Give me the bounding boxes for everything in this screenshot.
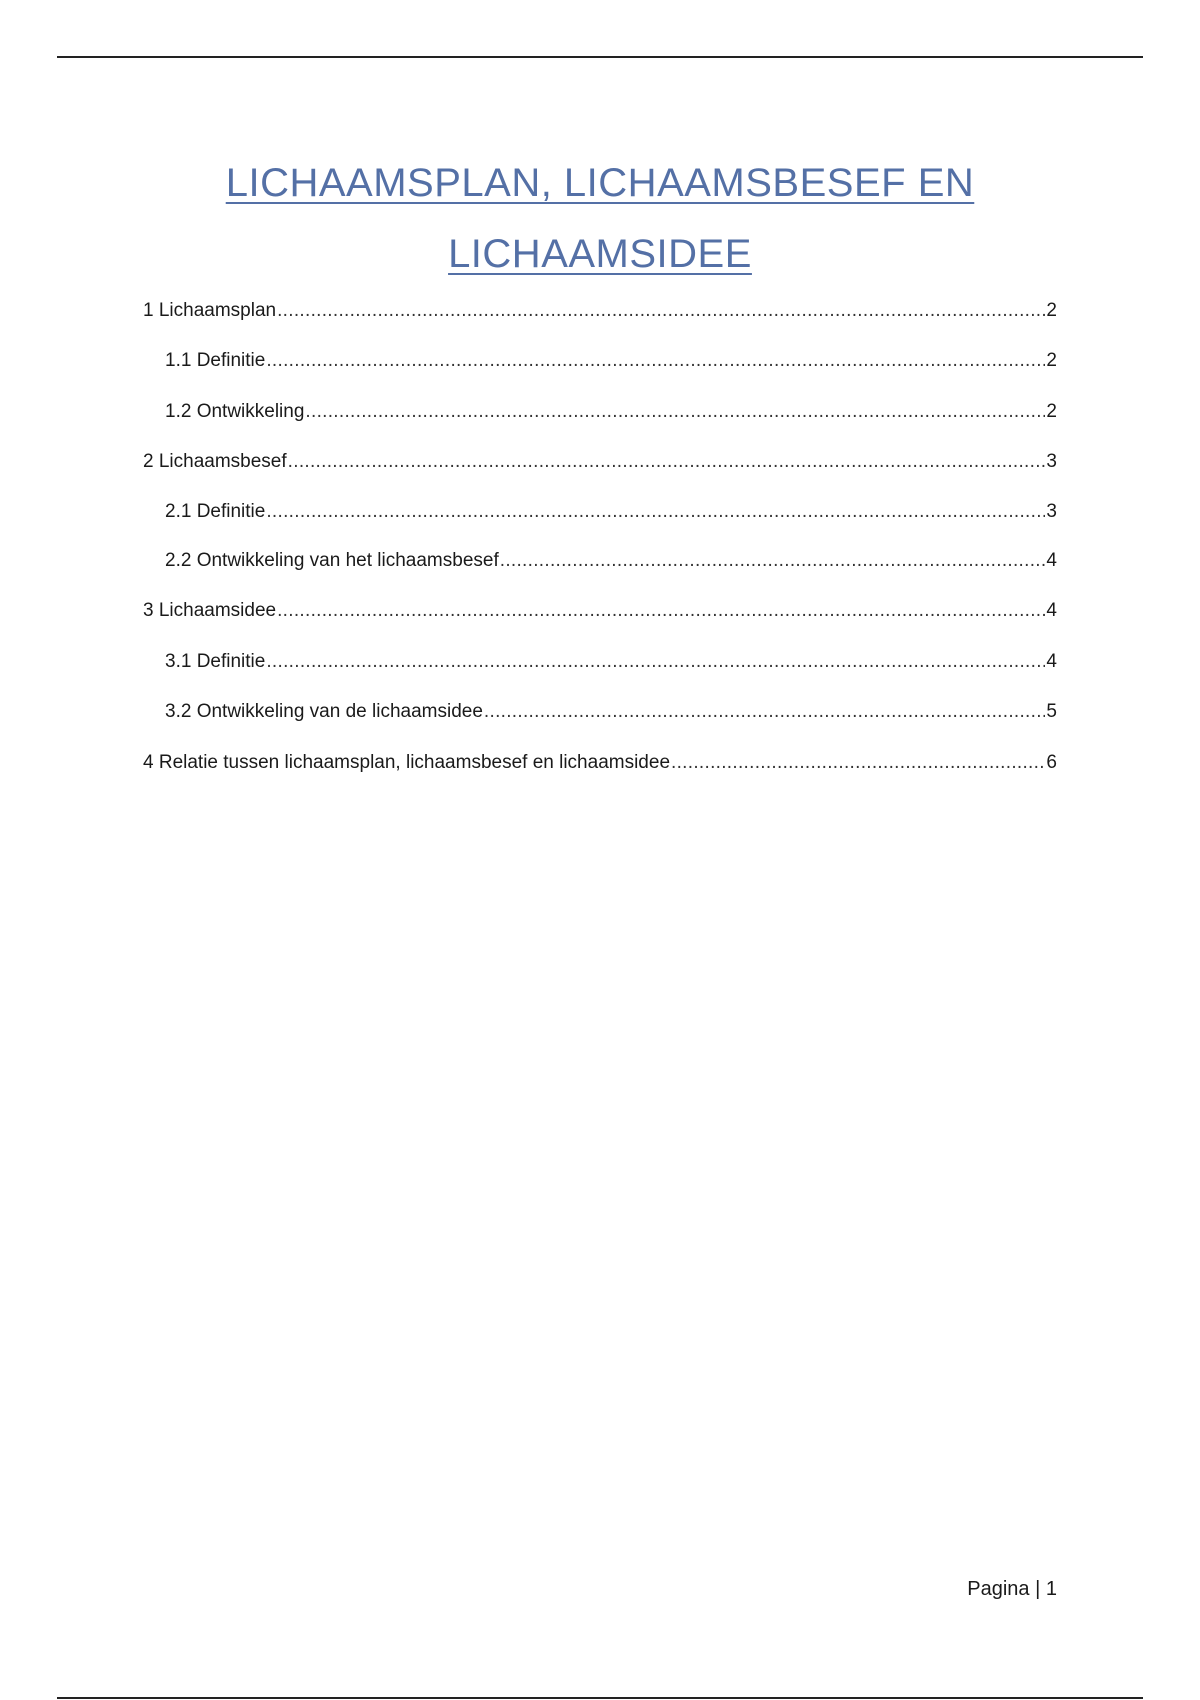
toc-entry-label: 3 Lichaamsidee — [143, 600, 277, 621]
toc-entry[interactable] — [143, 550, 1057, 574]
toc-entry-label: 1.1 Definitie — [165, 350, 266, 371]
toc-entry-label: 2 Lichaamsbesef — [143, 451, 287, 472]
toc-entry-page: 4 — [1046, 651, 1057, 672]
toc-entry-page: 3 — [1046, 501, 1057, 522]
toc-dot-leader — [305, 401, 1045, 423]
toc-dot-leader — [266, 350, 1045, 372]
toc-entry-label: 2.2 Ontwikkeling van het lichaamsbesef — [165, 550, 499, 571]
toc-entry[interactable] — [143, 501, 1057, 525]
toc-entry-label: 4 Relatie tussen lichaamsplan, lichaamsbesef en lichaamsidee — [143, 752, 671, 773]
toc-entry-page: 4 — [1046, 600, 1057, 621]
toc-entry[interactable] — [143, 451, 1057, 475]
toc-dot-leader — [288, 451, 1046, 473]
toc-entry-label: 1.2 Ontwikkeling — [165, 401, 305, 422]
toc-dot-leader — [671, 752, 1045, 774]
toc-entry[interactable] — [143, 401, 1057, 425]
toc-entry-page: 2 — [1046, 300, 1057, 321]
toc-entry[interactable] — [143, 651, 1057, 675]
toc-entry[interactable] — [143, 350, 1057, 374]
toc-entry-label: 2.1 Definitie — [165, 501, 266, 522]
toc-dot-leader — [266, 501, 1045, 523]
toc-entry-page: 2 — [1046, 401, 1057, 422]
footer-rule — [57, 1697, 1143, 1699]
page-footer: Pagina | 1 — [967, 1578, 1057, 1600]
toc-entry-page: 3 — [1046, 451, 1057, 472]
toc-dot-leader — [266, 651, 1045, 673]
toc-entry[interactable] — [143, 300, 1057, 324]
toc-dot-leader — [277, 300, 1045, 322]
toc-entry-label: 3.2 Ontwikkeling van de lichaamsidee — [165, 701, 483, 722]
header-rule — [57, 56, 1143, 58]
toc-entry-page: 4 — [1046, 550, 1057, 571]
toc-dot-leader — [500, 550, 1046, 572]
document-title: LICHAAMSPLAN, LICHAAMSBESEF EN LICHAAMSIDEE — [225, 161, 975, 276]
toc-entry[interactable] — [143, 701, 1057, 725]
toc-entry[interactable] — [143, 752, 1057, 776]
toc-dot-leader — [277, 600, 1045, 622]
toc-entry-label: 3.1 Definitie — [165, 651, 266, 672]
toc-entry-label: 1 Lichaamsplan — [143, 300, 277, 321]
toc-dot-leader — [484, 701, 1046, 723]
toc-entry-page: 6 — [1046, 752, 1057, 773]
toc-entry-page: 5 — [1046, 701, 1057, 722]
toc-entry-page: 2 — [1046, 350, 1057, 371]
toc-entry[interactable] — [143, 600, 1057, 624]
